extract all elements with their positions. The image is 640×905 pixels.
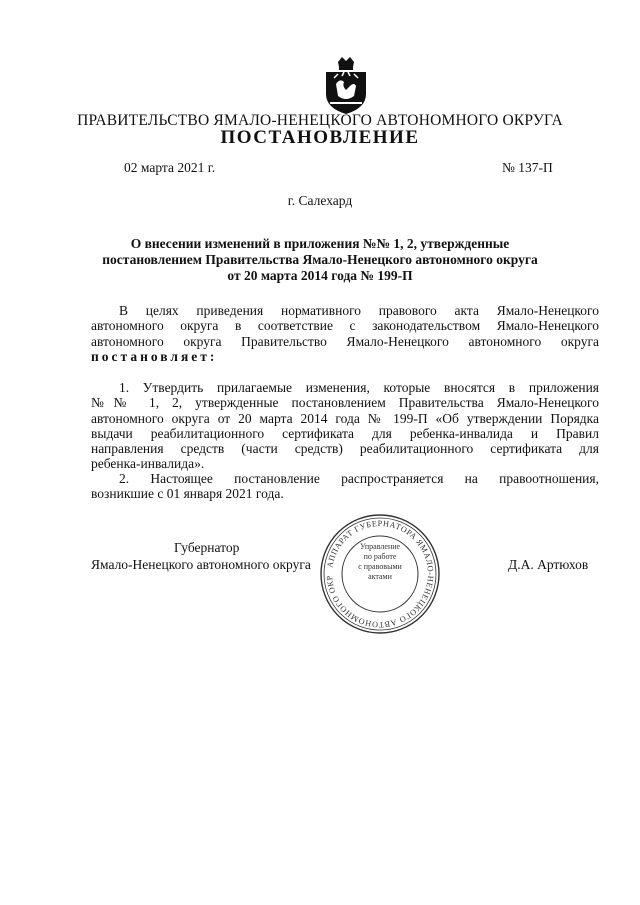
document-date: 02 марта 2021 г. bbox=[124, 160, 216, 175]
item-line: 1. Утвердить прилагаемые изменения, которые вносятся в приложения bbox=[119, 380, 599, 395]
item-line: возникшие с 01 января 2021 года. bbox=[91, 486, 284, 502]
item-line: направления средств (части средств) реабилитационного сертификата для bbox=[91, 441, 599, 457]
item-1-paragraph bbox=[91, 380, 599, 472]
stamp-inner-text bbox=[346, 542, 414, 602]
preamble-line: В целях приведения нормативного правового акта Ямало-Ненецкого bbox=[119, 303, 599, 318]
signatory-position: Губернатор bbox=[174, 540, 240, 555]
official-stamp bbox=[318, 512, 442, 636]
signatory-region: Ямало-Ненецкого автономного округа bbox=[91, 557, 311, 572]
signatory-name: Д.А. Артюхов bbox=[508, 557, 589, 572]
preamble-line: автономного округа в соответствие с законодательством Ямало-Ненецкого bbox=[91, 318, 599, 334]
item-line: №№ 1, 2, утвержденные постановлением Правительства Ямало-Ненецкого bbox=[91, 395, 599, 411]
preamble-line: автономного округа Правительство Ямало-Ненецкого автономного округа bbox=[91, 333, 599, 349]
stamp-inner-line: с правовыми bbox=[358, 562, 402, 571]
document-title bbox=[100, 236, 540, 284]
title-line: О внесении изменений в приложения №№ 1, 2, утвержденные bbox=[130, 236, 510, 251]
document-place: г. Салехард bbox=[287, 193, 353, 208]
resolves-word: постановляет: bbox=[91, 348, 218, 364]
item-line: автономного округа от 20 марта 2014 года № 199-П «Об утверждении Порядка bbox=[91, 410, 599, 426]
item-2-paragraph bbox=[91, 471, 599, 502]
document-type: ПОСТАНОВЛЕНИЕ bbox=[220, 127, 420, 148]
document-number: № 137-П bbox=[502, 160, 553, 175]
stamp-inner-line: по работе bbox=[363, 552, 397, 561]
item-line: ребенка-инвалида». bbox=[91, 456, 205, 472]
title-line: постановлением Правительства Ямало-Ненецкого автономного округа bbox=[102, 252, 538, 267]
government-name: ПРАВИТЕЛЬСТВО ЯМАЛО-НЕНЕЦКОГО АВТОНОМНОГО ОКРУГА bbox=[77, 112, 563, 129]
item-line: выдачи реабилитационного сертификата для ребенка-инвалида и Правил bbox=[91, 425, 599, 441]
item-line: 2. Настоящее постановление распространяется на правоотношения, bbox=[119, 471, 599, 486]
stamp-ring-text: АППАРАТ ГУБЕРНАТОРА ЯМАЛО-НЕНЕЦКОГО АВТОНОМНОГО ОКР bbox=[324, 518, 436, 630]
stamp-inner-line: актами bbox=[368, 572, 392, 581]
coat-of-arms-emblem bbox=[320, 56, 372, 116]
stamp-inner-line: Управление bbox=[359, 542, 401, 551]
preamble-paragraph bbox=[91, 303, 599, 364]
title-line: от 20 марта 2014 года № 199-П bbox=[227, 268, 413, 283]
